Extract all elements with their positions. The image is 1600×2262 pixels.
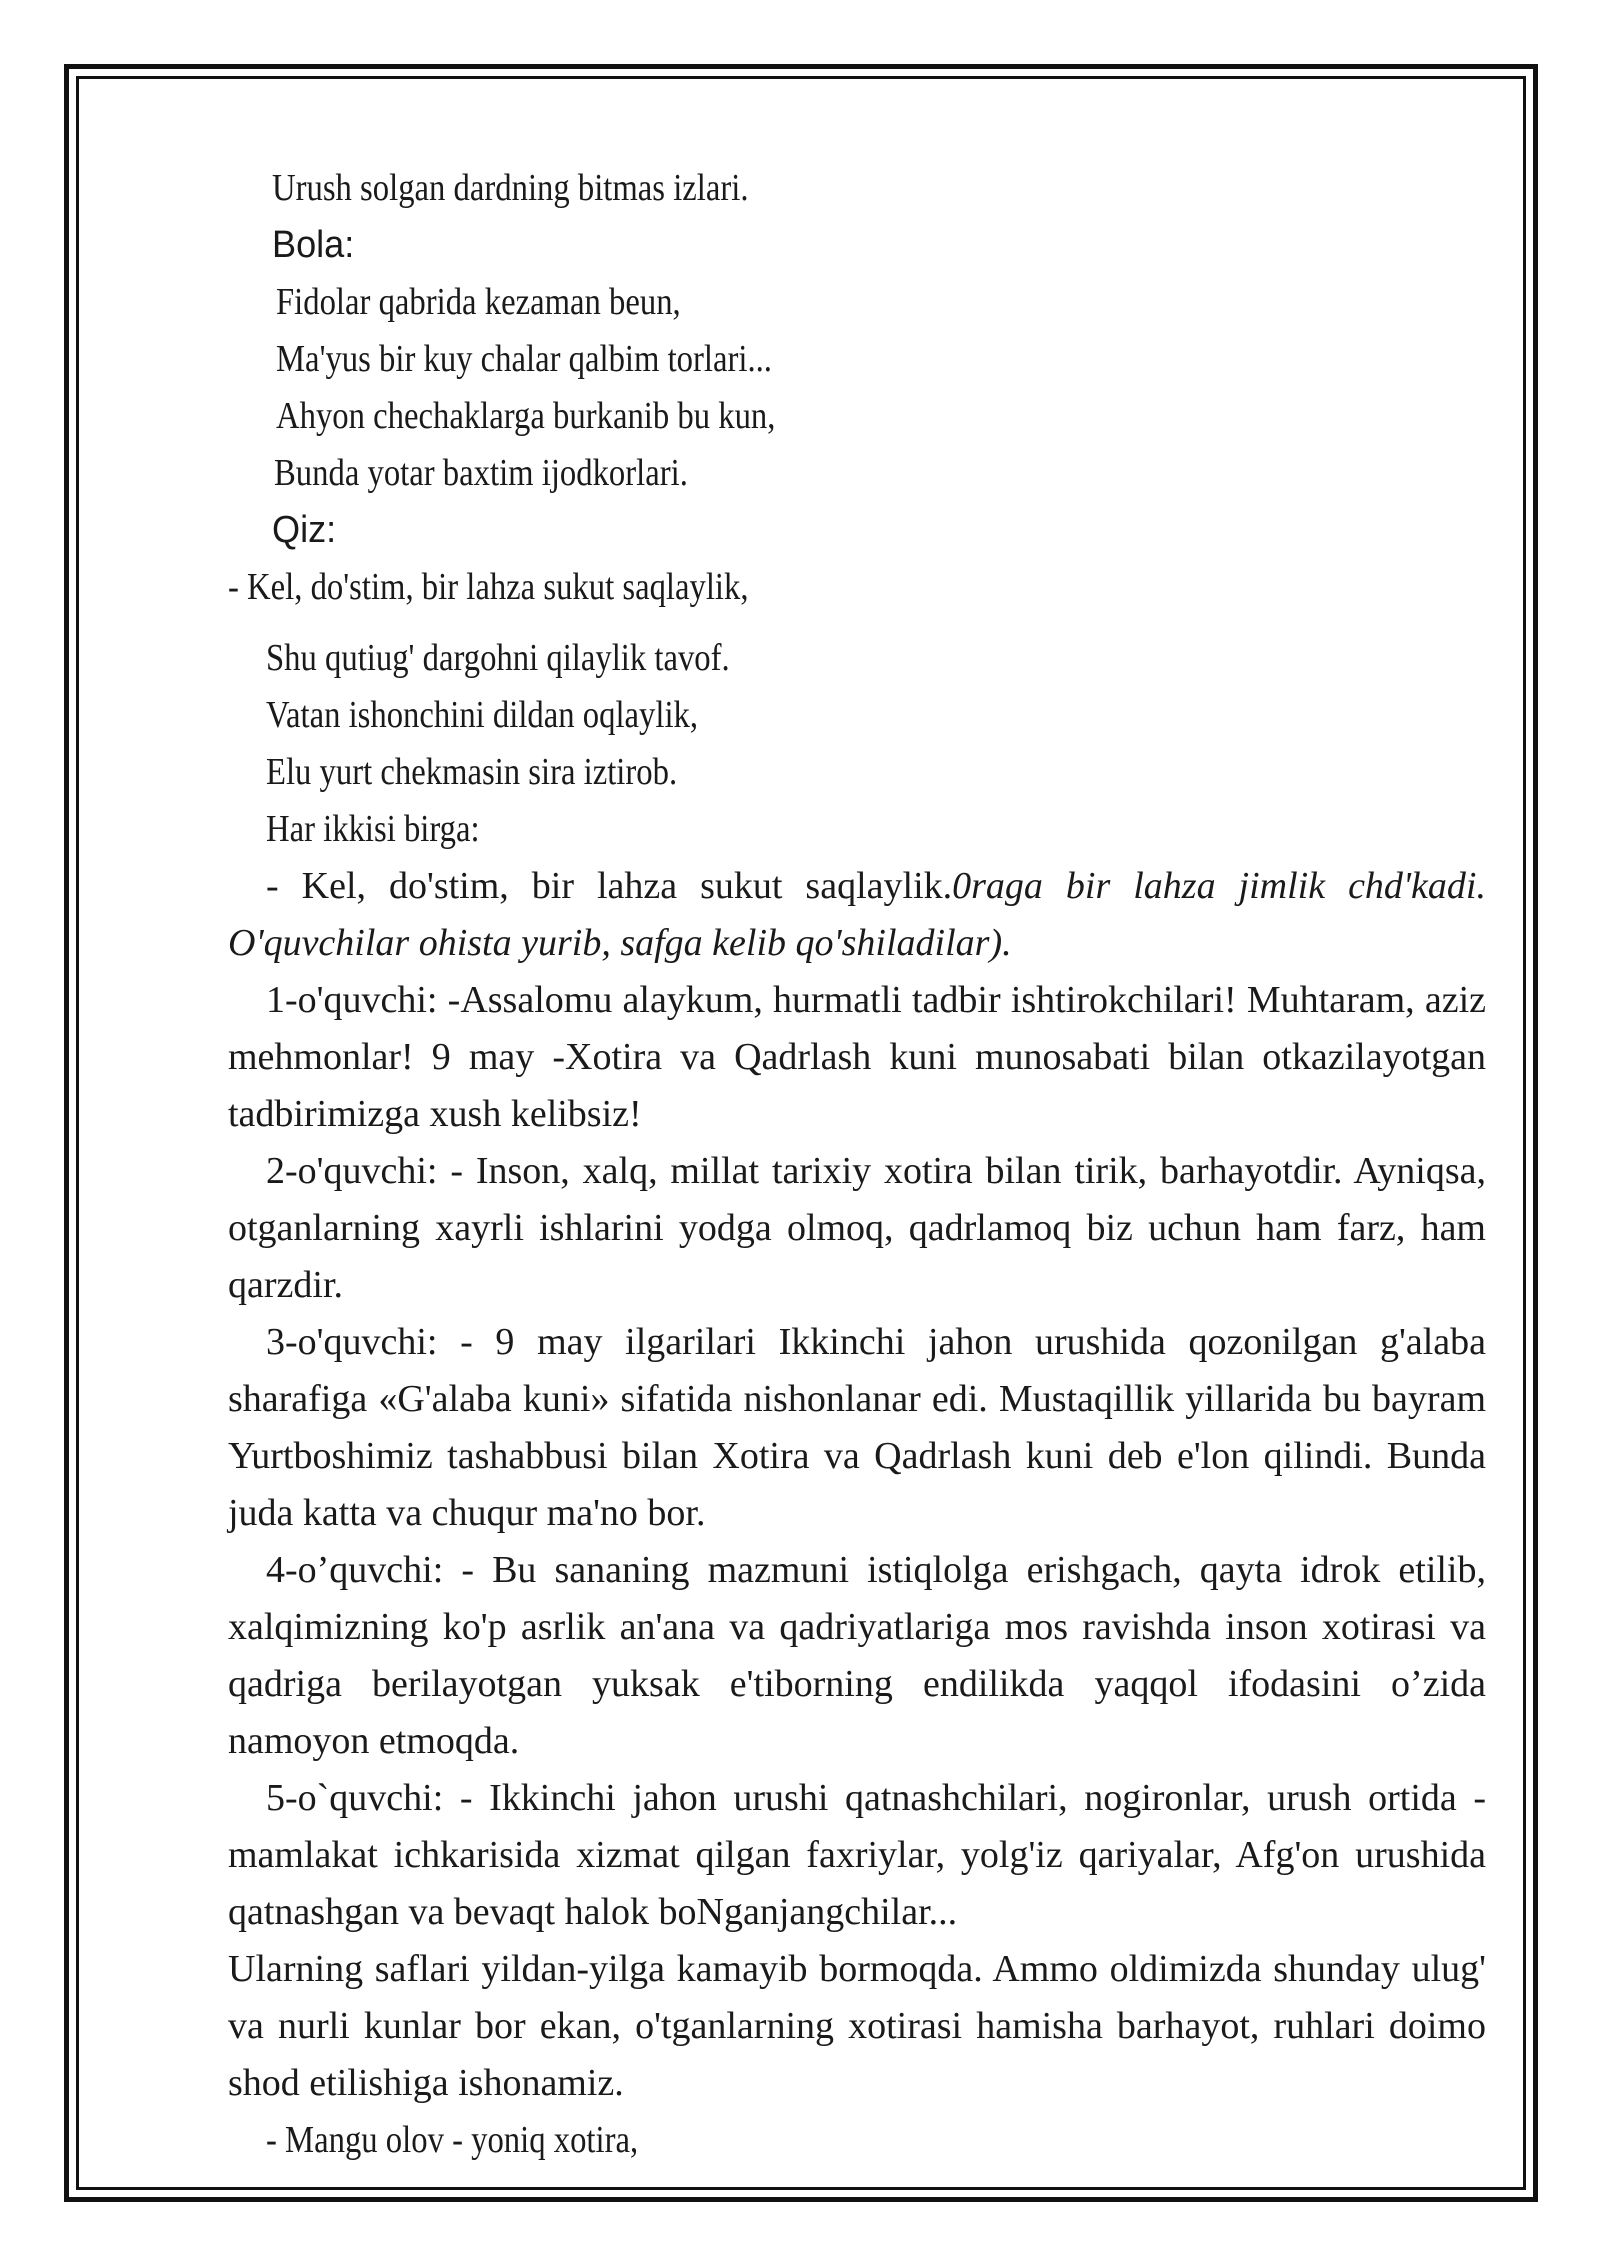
speaker-label: Har ikkisi birga: bbox=[266, 808, 480, 850]
paragraph: Ularning saflari yildan-yilga kamayib bormoqda. Ammo oldimizda shunday ulug' va nurli kunlar bor ekan, o'tganlarning xotirasi hamisha barhayot, ruhlari doimo shod etilishiga ishonamiz. bbox=[228, 1948, 1486, 2104]
poem-line: Bunda yotar baxtim ijodkorlari. bbox=[274, 452, 688, 494]
speaker-label: Qiz: bbox=[272, 509, 337, 551]
poem-line: Shu qutiug' dargohni qilaylik tavof. bbox=[266, 637, 730, 679]
paragraph: 4-o’quvchi: - Bu sananing mazmuni istiqlolga erishgach, qayta idrok etilib, xalqimizning ko'p asrlik an'ana va qadriyatlariga mos ravishda inson xotirasi va qadriga berilayotgan yuksak e'tiborning endilikda yaqqol ifodasini o’zida namoyon etmoqda. bbox=[228, 1549, 1486, 1762]
spoken-line: - Kel, do'stim, bir lahza sukut saqlaylik. bbox=[266, 865, 953, 907]
poem-line: Fidolar qabrida kezaman beun, bbox=[276, 281, 681, 323]
speaker-label: Bola: bbox=[272, 224, 355, 266]
poem-line: Urush solgan dardning bitmas izlari. bbox=[272, 167, 749, 209]
poem-line: Ahyon chechaklarga burkanib bu kun, bbox=[276, 395, 776, 437]
document-body bbox=[228, 160, 1486, 2169]
stage-paragraph bbox=[228, 858, 1486, 972]
paragraph: 5-o`quvchi: - Ikkinchi jahon urushi qatnashchilari, nogironlar, urush ortida - mamlakat ichkarisida xizmat qilgan faxriylar, yolg'iz qariyalar, Afg'on urushida qatnashgan va bevaqt halok boNganjangchilar... bbox=[228, 1777, 1486, 1933]
poem-line: - Kel, do'stim, bir lahza sukut saqlaylik, bbox=[228, 566, 749, 608]
paragraph: 3-o'quvchi: - 9 may ilgarilari Ikkinchi jahon urushida qozonilgan g'alaba sharafiga «G'alaba kuni» sifatida nishonlanar edi. Mustaqillik yillarida bu bayram Yurtboshimiz tashabbusi bilan Xotira va Qadrlash kuni deb e'lon qilindi. Bunda juda katta va chuqur ma'no bor. bbox=[228, 1321, 1486, 1534]
poem-line: Vatan ishonchini dildan oqlaylik, bbox=[266, 694, 699, 736]
paragraph: 2-o'quvchi: - Inson, xalq, millat tarixiy xotira bilan tirik, barhayotdir. Ayniqsa, otganlarning xayrli ishlarini yodga olmoq, qadrlamoq biz uchun ham farz, ham qarzdir. bbox=[228, 1150, 1486, 1306]
poem-line: Ma'yus bir kuy chalar qalbim torlari... bbox=[276, 338, 772, 380]
poem-line: - Mangu olov - yoniq xotira, bbox=[266, 2119, 639, 2161]
poem-line: Elu yurt chekmasin sira iztirob. bbox=[266, 751, 678, 793]
stage-direction: 0raga bir lahza jimlik chd'kadi. O'quvchilar ohista yurib, safga kelib qo'shiladilar). bbox=[228, 865, 1486, 964]
paragraph: 1-o'quvchi: -Assalomu alaykum, hurmatli tadbir ishtirokchilari! Muhtaram, aziz mehmonlar! 9 may -Xotira va Qadrlash kuni munosabati bilan otkazilayotgan tadbirimizga xush kelibsiz! bbox=[228, 979, 1486, 1135]
